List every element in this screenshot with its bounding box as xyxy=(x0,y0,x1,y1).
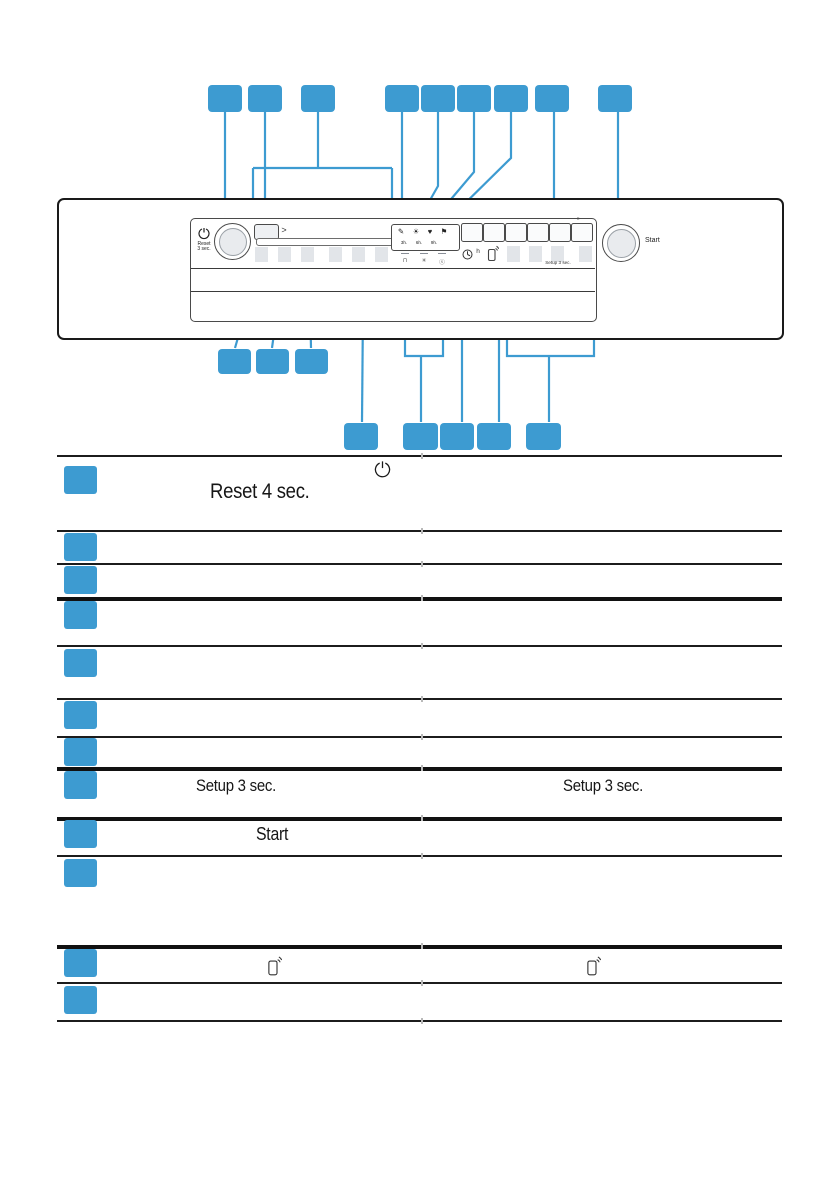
column-divider-tick xyxy=(421,528,423,534)
indicator-dash-3 xyxy=(438,253,446,255)
program-display-strip xyxy=(256,238,394,246)
table-rule-thick xyxy=(57,945,782,949)
callout-box-10 xyxy=(218,349,251,374)
callout-box-15 xyxy=(440,423,474,450)
table-rule xyxy=(57,530,782,532)
callout-box-2 xyxy=(248,85,282,112)
table-rule xyxy=(57,982,782,984)
option-button-1[interactable] xyxy=(461,223,483,242)
legend-square-5 xyxy=(64,649,97,677)
callout-box-6 xyxy=(457,85,491,112)
reset-hold-line2: 3 sec. xyxy=(197,246,211,253)
column-divider-tick xyxy=(421,696,423,702)
table-rule-thick xyxy=(57,767,782,771)
column-divider-tick xyxy=(421,765,423,771)
option-button-6[interactable] xyxy=(571,223,593,242)
option-time-mark-1: 3h. xyxy=(400,240,408,245)
legend-square-6 xyxy=(64,701,97,729)
column-divider-tick xyxy=(421,1018,423,1024)
rinse-aid-indicator-icon: ✳ xyxy=(421,258,427,264)
table-rule xyxy=(57,855,782,857)
program-arrow: > xyxy=(281,225,287,235)
table-power-icon xyxy=(374,460,391,479)
callout-box-1 xyxy=(208,85,242,112)
callout-box-7 xyxy=(494,85,528,112)
callout-box-5 xyxy=(421,85,455,112)
table-rule-thick xyxy=(57,817,782,821)
callout-box-9 xyxy=(598,85,632,112)
legend-square-4 xyxy=(64,601,97,629)
table-rule xyxy=(57,563,782,565)
option-icon-1: ✎ xyxy=(397,227,405,236)
table-rule xyxy=(57,736,782,738)
water-supply-indicator-icon: ⊓ xyxy=(402,258,408,264)
table-rule xyxy=(57,645,782,647)
option-button-5[interactable] xyxy=(549,223,571,242)
column-divider-tick xyxy=(421,853,423,859)
indicator-dash-2 xyxy=(420,253,428,255)
program-cell-3 xyxy=(301,247,314,262)
power-knob-cap[interactable] xyxy=(219,228,247,256)
legend-square-10 xyxy=(64,859,97,887)
option-icon-4: ⚑ xyxy=(440,227,448,236)
program-cell-5 xyxy=(352,247,365,262)
column-divider-tick xyxy=(421,453,423,459)
legend-square-7 xyxy=(64,738,97,766)
legend-square-12 xyxy=(64,986,97,1014)
table-phone-icon-right xyxy=(586,953,601,979)
column-divider-tick xyxy=(421,734,423,740)
panel-seam-upper xyxy=(191,268,595,269)
column-divider-tick xyxy=(421,815,423,821)
start-knob-cap[interactable] xyxy=(607,229,636,258)
callout-box-14 xyxy=(403,423,438,450)
option-button-4[interactable] xyxy=(527,223,549,242)
callout-box-3 xyxy=(301,85,335,112)
callout-box-12 xyxy=(295,349,328,374)
setup-hold-text-left: Setup 3 sec. xyxy=(196,776,276,795)
table-rule xyxy=(57,698,782,700)
panel-seam-lower xyxy=(191,291,595,292)
reset-hold-text: Reset 4 sec. xyxy=(210,480,310,503)
legend-square-1 xyxy=(64,466,97,494)
option-button-3[interactable] xyxy=(505,223,527,242)
column-divider-tick xyxy=(421,643,423,649)
callout-box-16 xyxy=(477,423,511,450)
status-cell-1 xyxy=(507,246,520,262)
reset-hold-line1: Reset xyxy=(197,241,211,247)
program-cell-6 xyxy=(375,247,388,262)
reset-hold-label xyxy=(192,242,216,253)
option-time-mark-3: 9h. xyxy=(430,240,438,245)
start-text: Start xyxy=(256,824,289,844)
callout-box-13 xyxy=(344,423,378,450)
program-cell-1 xyxy=(255,247,268,262)
option-icon-3: ♥ xyxy=(427,227,433,236)
callout-box-11 xyxy=(256,349,289,374)
table-phone-icon-left xyxy=(267,953,282,979)
table-rule xyxy=(57,1020,782,1022)
callout-box-17 xyxy=(526,423,561,450)
panel-setup-hint: Setup 3 sec. xyxy=(545,260,571,265)
legend-square-8 xyxy=(64,771,97,799)
indicator-dash-1 xyxy=(401,253,409,255)
delay-hours-suffix: h xyxy=(476,248,480,255)
callout-box-8 xyxy=(535,85,569,112)
program-cell-2 xyxy=(278,247,291,262)
column-divider-tick xyxy=(421,561,423,567)
column-divider-tick xyxy=(421,943,423,949)
column-divider-tick xyxy=(421,980,423,986)
legend-square-11 xyxy=(64,949,97,977)
remote-start-phone-icon xyxy=(487,245,499,262)
option-button-2[interactable] xyxy=(483,223,505,242)
legend-square-2 xyxy=(64,533,97,561)
callout-box-4 xyxy=(385,85,419,112)
setup-hold-text-right: Setup 3 sec. xyxy=(563,776,643,795)
legend-square-3 xyxy=(64,566,97,594)
start-knob-label: Start xyxy=(645,237,660,244)
program-cell-4 xyxy=(329,247,342,262)
table-rule-thick xyxy=(57,597,782,601)
time-delay-clock-icon xyxy=(462,249,473,260)
info-mark: ▹ xyxy=(577,216,581,222)
power-icon xyxy=(198,227,210,240)
option-time-mark-2: 6h. xyxy=(415,240,423,245)
table-rule xyxy=(57,455,782,457)
column-divider-tick xyxy=(421,595,423,601)
status-cell-4 xyxy=(579,246,592,262)
option-icon-2: ☀ xyxy=(412,227,420,236)
salt-indicator-icon: ⓢ xyxy=(439,260,445,266)
legend-square-9 xyxy=(64,820,97,848)
